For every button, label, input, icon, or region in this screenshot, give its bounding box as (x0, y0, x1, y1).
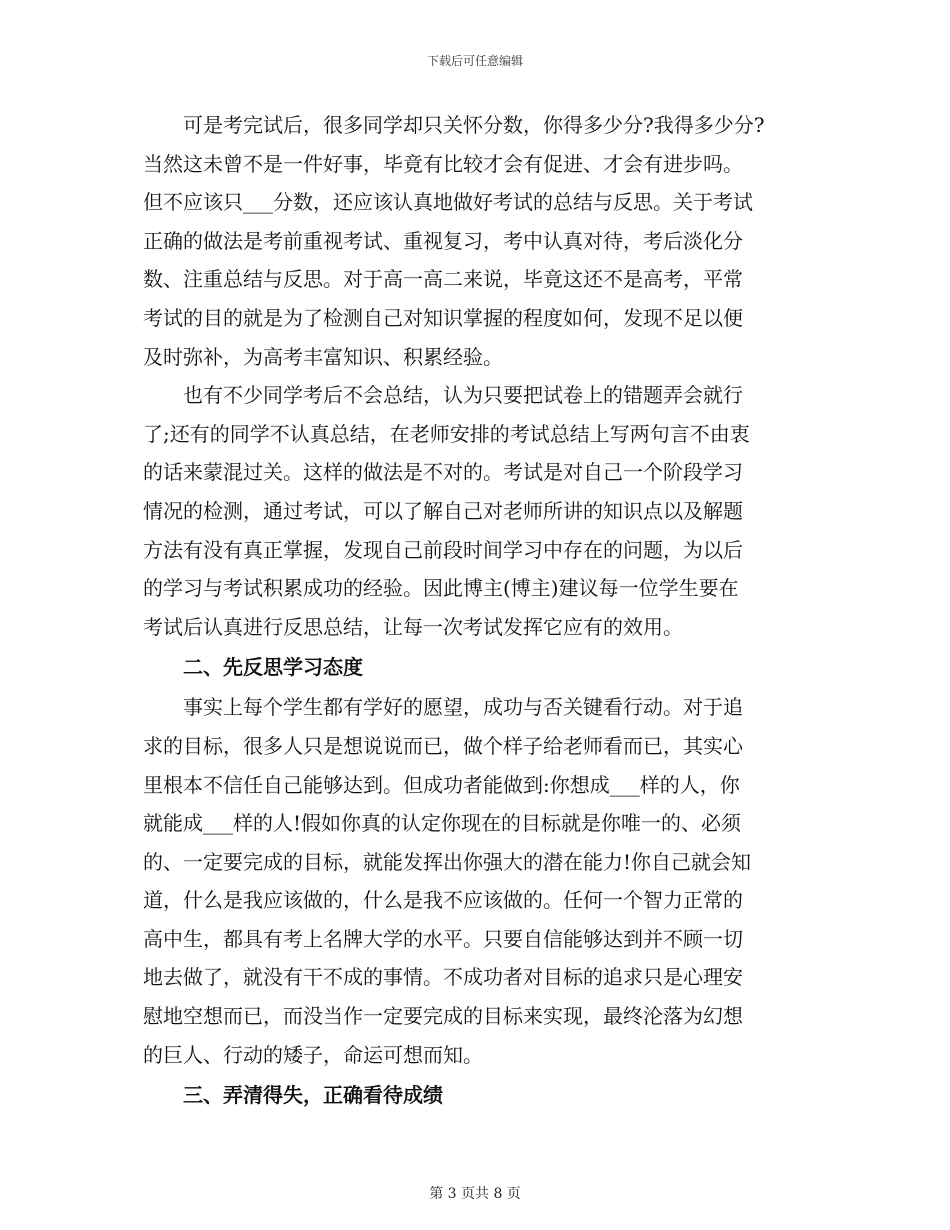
text-line: 事实上每个学生都有学好的愿望，成功与否关键看行动。对于追 (183, 695, 743, 720)
text-line: 求的目标，很多人只是想说说而已，做个样子给老师看而已，其实心 (143, 733, 743, 758)
text-line: 当然这未曾不是一件好事，毕竟有比较才会有促进、才会有进步吗。 (143, 151, 743, 176)
text-line: 的巨人、行动的矮子，命运可想而知。 (143, 1042, 483, 1067)
paragraph-2 (143, 376, 809, 646)
text-line: 的话来蒙混过关。这样的做法是不对的。考试是对自己一个阶段学习 (143, 460, 743, 485)
text-line: 了;还有的同学不认真总结，在老师安排的考试总结上写两句言不由衷 (143, 421, 750, 446)
text-line: 的学习与考试积累成功的经验。因此博主(博主)建议每一位学生要在 (143, 576, 739, 601)
text-line: 数、注重总结与反思。对于高一高二来说，毕竟这还不是高考，平常 (143, 267, 743, 292)
text-line: 道，什么是我应该做的，什么是我不应该做的。任何一个智力正常的 (143, 888, 743, 913)
page-number: 第 3 页共 8 页 (429, 1186, 521, 1202)
text-line: 也有不少同学考后不会总结，认为只要把试卷上的错题弄会就行 (183, 383, 743, 408)
page-header: 下载后可任意编辑 (426, 54, 523, 68)
text-line: 高中生，都具有考上名牌大学的水平。只要自信能够达到并不顾一切 (143, 926, 743, 951)
section-heading-3: 三、弄清得失，正确看待成绩 (183, 1083, 443, 1108)
paragraph-1 (143, 106, 809, 376)
text-line: 考试的目的就是为了检测自己对知识掌握的程度如何，发现不足以便 (143, 305, 743, 330)
text-line: 就能成___样的人!假如你真的认定你现在的目标就是你唯一的、必须 (143, 811, 742, 836)
text-line: 慰地空想而已，而没当作一定要完成的目标来实现，最终沦落为幻想 (143, 1004, 743, 1029)
text-line: 情况的检测，通过考试，可以了解自己对老师所讲的知识点以及解题 (143, 498, 743, 523)
text-line: 的、一定要完成的目标，就能发挥出你强大的潜在能力!你自己就会知 (143, 849, 752, 874)
text-line: 可是考完试后，很多同学却只关怀分数，你得多少分?我得多少分? (183, 113, 765, 137)
text-line: 考试后认真进行反思总结，让每一次考试发挥它应有的效用。 (143, 614, 683, 639)
paragraph-3 (143, 688, 809, 1074)
section-heading-2: 二、先反思学习态度 (183, 655, 363, 680)
text-line: 里根本不信任自己能够达到。但成功者能做到:你想成___样的人，你 (143, 772, 740, 797)
text-line: 但不应该只___分数，还应该认真地做好考试的总结与反思。关于考试 (143, 190, 753, 215)
text-line: 正确的做法是考前重视考试、重视复习，考中认真对待，考后淡化分 (143, 228, 743, 253)
text-line: 地去做了，就没有干不成的事情。不成功者对目标的追求只是心理安 (143, 965, 743, 990)
text-line: 及时弥补，为高考丰富知识、积累经验。 (143, 344, 503, 369)
document-body (143, 106, 809, 1116)
text-line: 方法有没有真正掌握，发现自己前段时间学习中存在的问题，为以后 (143, 537, 743, 562)
